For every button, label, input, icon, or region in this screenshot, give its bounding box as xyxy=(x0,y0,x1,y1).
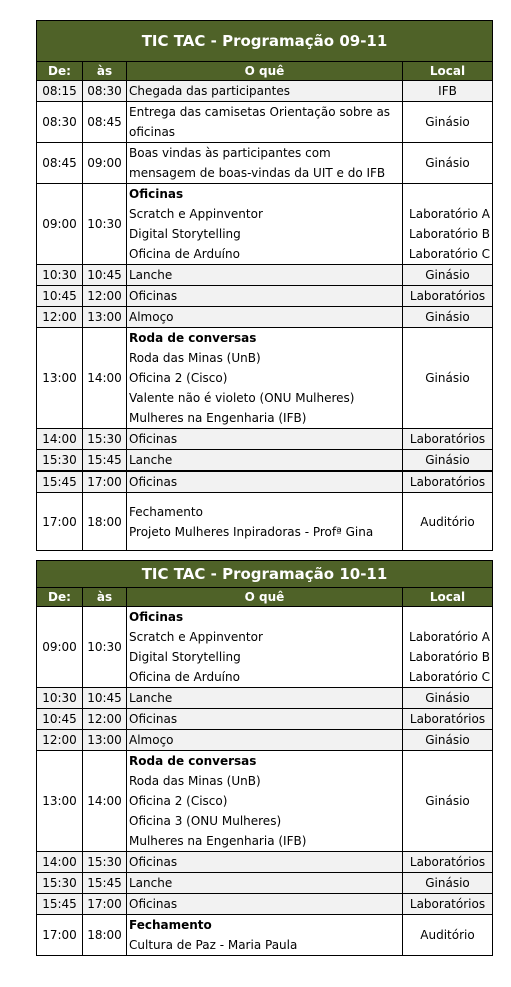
end-time: 12:00 xyxy=(83,709,127,730)
location-cell xyxy=(403,102,493,143)
location-label: Ginásio xyxy=(425,115,470,129)
location-label: IFB xyxy=(438,84,457,98)
start-time: 08:45 xyxy=(37,143,83,184)
table-title: TIC TAC - Programação 10-11 xyxy=(37,561,493,588)
column-header-what: O quê xyxy=(127,588,403,607)
activity-title: Lanche xyxy=(129,268,173,282)
activity-item: Digital Storytelling xyxy=(129,227,241,241)
activity-item: Roda das Minas (UnB) xyxy=(129,774,261,788)
location-label: Laboratório C xyxy=(408,247,490,261)
schedule-table-day-2 xyxy=(36,560,493,956)
start-time: 12:00 xyxy=(37,307,83,328)
activity-item: Oficina 3 (ONU Mulheres) xyxy=(129,814,282,828)
activity-title: Boas vindas às participantes com xyxy=(129,146,331,160)
schedule-body xyxy=(37,81,493,551)
location-cell xyxy=(403,429,493,450)
activity-title: Fechamento xyxy=(129,504,203,519)
start-time: 10:45 xyxy=(37,709,83,730)
column-header-to: às xyxy=(83,62,127,81)
location-label: Laboratório A xyxy=(409,630,490,644)
table-row xyxy=(37,709,493,730)
start-time: 13:00 xyxy=(37,751,83,852)
location-cell xyxy=(403,265,493,286)
activity-title: Lanche xyxy=(129,876,173,890)
start-time: 09:00 xyxy=(37,184,83,265)
location-label: Laboratórios xyxy=(409,475,486,489)
location-spacer xyxy=(405,184,490,204)
location-cell xyxy=(403,493,493,551)
activity-title: Oficinas xyxy=(129,712,178,726)
table-row xyxy=(37,265,493,286)
location-cell xyxy=(403,751,493,852)
activity-title: Oficinas xyxy=(129,475,178,489)
start-time: 17:00 xyxy=(37,493,83,551)
start-time: 09:00 xyxy=(37,607,83,688)
activity-cell xyxy=(127,709,403,730)
end-time: 08:30 xyxy=(83,81,127,102)
location-cell xyxy=(403,730,493,751)
table-row xyxy=(37,328,493,429)
end-time: 14:00 xyxy=(83,751,127,852)
end-time: 18:00 xyxy=(83,493,127,551)
activity-item: oficinas xyxy=(129,125,176,139)
activity-item: Oficina de Arduíno xyxy=(129,247,240,261)
column-header-place: Local xyxy=(403,62,493,81)
column-header-from: De: xyxy=(37,588,83,607)
location-label: Ginásio xyxy=(425,691,470,705)
activity-title: Chegada das participantes xyxy=(129,84,290,98)
activity-cell xyxy=(127,307,403,328)
end-time: 10:45 xyxy=(83,265,127,286)
activity-item: Oficina 2 (Cisco) xyxy=(129,794,228,808)
activity-cell xyxy=(127,894,403,915)
activity-title: Fechamento xyxy=(129,918,212,932)
table-row xyxy=(37,607,493,688)
location-label: Laboratório A xyxy=(409,207,490,221)
activity-cell xyxy=(127,730,403,751)
activity-title: Oficinas xyxy=(129,187,184,201)
table-row xyxy=(37,471,493,493)
activity-item: Digital Storytelling xyxy=(129,650,241,664)
activity-cell xyxy=(127,328,403,429)
column-header-what: O quê xyxy=(127,62,403,81)
location-cell xyxy=(403,915,493,956)
activity-cell xyxy=(127,143,403,184)
schedule-body xyxy=(37,607,493,956)
end-time: 15:30 xyxy=(83,429,127,450)
activity-cell xyxy=(127,102,403,143)
table-row xyxy=(37,852,493,873)
table-row xyxy=(37,429,493,450)
table-row xyxy=(37,894,493,915)
activity-item: Mulheres na Engenharia (IFB) xyxy=(129,834,307,848)
table-row xyxy=(37,915,493,956)
location-cell xyxy=(403,328,493,429)
activity-cell xyxy=(127,915,403,956)
activity-item: Projeto Mulheres Inpiradoras - Profª Gina xyxy=(129,524,374,539)
start-time: 08:15 xyxy=(37,81,83,102)
location-cell xyxy=(403,607,493,688)
location-label: Laboratórios xyxy=(409,712,486,726)
location-label: Laboratório B xyxy=(409,650,490,664)
activity-cell xyxy=(127,751,403,852)
location-spacer xyxy=(405,607,490,627)
start-time: 12:00 xyxy=(37,730,83,751)
location-cell xyxy=(403,81,493,102)
location-cell xyxy=(403,307,493,328)
start-time: 10:30 xyxy=(37,688,83,709)
location-label: Ginásio xyxy=(425,310,470,324)
table-row xyxy=(37,730,493,751)
start-time: 10:45 xyxy=(37,286,83,307)
end-time: 15:45 xyxy=(83,450,127,472)
start-time: 08:30 xyxy=(37,102,83,143)
activity-cell xyxy=(127,607,403,688)
table-row xyxy=(37,81,493,102)
table-row xyxy=(37,286,493,307)
activity-item: Mulheres na Engenharia (IFB) xyxy=(129,411,307,425)
activity-cell xyxy=(127,286,403,307)
table-row xyxy=(37,873,493,894)
start-time: 15:30 xyxy=(37,450,83,472)
table-row xyxy=(37,102,493,143)
activity-title: Entrega das camisetas Orientação sobre as xyxy=(129,105,391,119)
activity-item: Valente não é violeto (ONU Mulheres) xyxy=(129,391,355,405)
activity-cell xyxy=(127,450,403,472)
start-time: 15:30 xyxy=(37,873,83,894)
location-label: Ginásio xyxy=(425,453,470,467)
end-time: 13:00 xyxy=(83,307,127,328)
end-time: 10:45 xyxy=(83,688,127,709)
location-cell xyxy=(403,471,493,493)
end-time: 17:00 xyxy=(83,894,127,915)
activity-cell xyxy=(127,184,403,265)
table-row xyxy=(37,450,493,472)
activity-title: Roda de conversas xyxy=(129,754,257,768)
activity-cell xyxy=(127,471,403,493)
location-cell xyxy=(403,894,493,915)
location-label: Laboratórios xyxy=(409,432,486,446)
location-cell xyxy=(403,873,493,894)
activity-item: Oficina de Arduíno xyxy=(129,670,240,684)
table-title: TIC TAC - Programação 09-11 xyxy=(37,21,493,62)
activity-item: Scratch e Appinventor xyxy=(129,207,263,221)
start-time: 13:00 xyxy=(37,328,83,429)
end-time: 09:00 xyxy=(83,143,127,184)
start-time: 10:30 xyxy=(37,265,83,286)
activity-item: Oficina 2 (Cisco) xyxy=(129,371,228,385)
end-time: 10:30 xyxy=(83,184,127,265)
start-time: 17:00 xyxy=(37,915,83,956)
activity-title: Oficinas xyxy=(129,289,178,303)
table-row xyxy=(37,493,493,551)
location-label: Laboratórios xyxy=(409,855,486,869)
activity-title: Lanche xyxy=(129,691,173,705)
activity-cell xyxy=(127,873,403,894)
activity-title: Oficinas xyxy=(129,432,178,446)
end-time: 08:45 xyxy=(83,102,127,143)
end-time: 15:45 xyxy=(83,873,127,894)
end-time: 14:00 xyxy=(83,328,127,429)
location-label: Auditório xyxy=(420,514,475,529)
end-time: 15:30 xyxy=(83,852,127,873)
activity-cell xyxy=(127,852,403,873)
activity-title: Almoço xyxy=(129,310,174,324)
end-time: 12:00 xyxy=(83,286,127,307)
table-row xyxy=(37,307,493,328)
location-label: Ginásio xyxy=(425,876,470,890)
location-label: Auditório xyxy=(420,928,475,942)
location-cell xyxy=(403,450,493,472)
location-cell xyxy=(403,184,493,265)
schedule-table-day-1 xyxy=(36,20,493,551)
location-cell xyxy=(403,852,493,873)
table-row xyxy=(37,751,493,852)
activity-title: Oficinas xyxy=(129,610,184,624)
column-header-to: às xyxy=(83,588,127,607)
location-label: Ginásio xyxy=(425,794,470,808)
end-time: 13:00 xyxy=(83,730,127,751)
column-header-from: De: xyxy=(37,62,83,81)
location-cell xyxy=(403,286,493,307)
start-time: 14:00 xyxy=(37,429,83,450)
activity-item: mensagem de boas-vindas da UIT e do IFB xyxy=(129,166,386,180)
activity-cell xyxy=(127,429,403,450)
activity-cell xyxy=(127,265,403,286)
activity-item: Roda das Minas (UnB) xyxy=(129,351,261,365)
activity-title: Oficinas xyxy=(129,855,178,869)
location-label: Ginásio xyxy=(425,156,470,170)
activity-title: Roda de conversas xyxy=(129,331,257,345)
location-label: Ginásio xyxy=(425,268,470,282)
table-row xyxy=(37,184,493,265)
activity-title: Oficinas xyxy=(129,897,178,911)
location-label: Laboratório C xyxy=(408,670,490,684)
location-label: Laboratórios xyxy=(409,289,486,303)
activity-cell xyxy=(127,688,403,709)
start-time: 14:00 xyxy=(37,852,83,873)
table-row xyxy=(37,688,493,709)
end-time: 18:00 xyxy=(83,915,127,956)
start-time: 15:45 xyxy=(37,894,83,915)
table-row xyxy=(37,143,493,184)
start-time: 15:45 xyxy=(37,471,83,493)
activity-title: Almoço xyxy=(129,733,174,747)
location-label: Ginásio xyxy=(425,733,470,747)
activity-cell xyxy=(127,81,403,102)
location-label: Ginásio xyxy=(425,371,470,385)
location-cell xyxy=(403,709,493,730)
location-cell xyxy=(403,688,493,709)
end-time: 10:30 xyxy=(83,607,127,688)
location-label: Laboratórios xyxy=(409,897,486,911)
location-cell xyxy=(403,143,493,184)
location-label: Laboratório B xyxy=(409,227,490,241)
activity-item: Cultura de Paz - Maria Paula xyxy=(129,938,298,952)
activity-title: Lanche xyxy=(129,453,173,467)
activity-item: Scratch e Appinventor xyxy=(129,630,263,644)
activity-cell xyxy=(127,493,403,551)
column-header-place: Local xyxy=(403,588,493,607)
end-time: 17:00 xyxy=(83,471,127,493)
